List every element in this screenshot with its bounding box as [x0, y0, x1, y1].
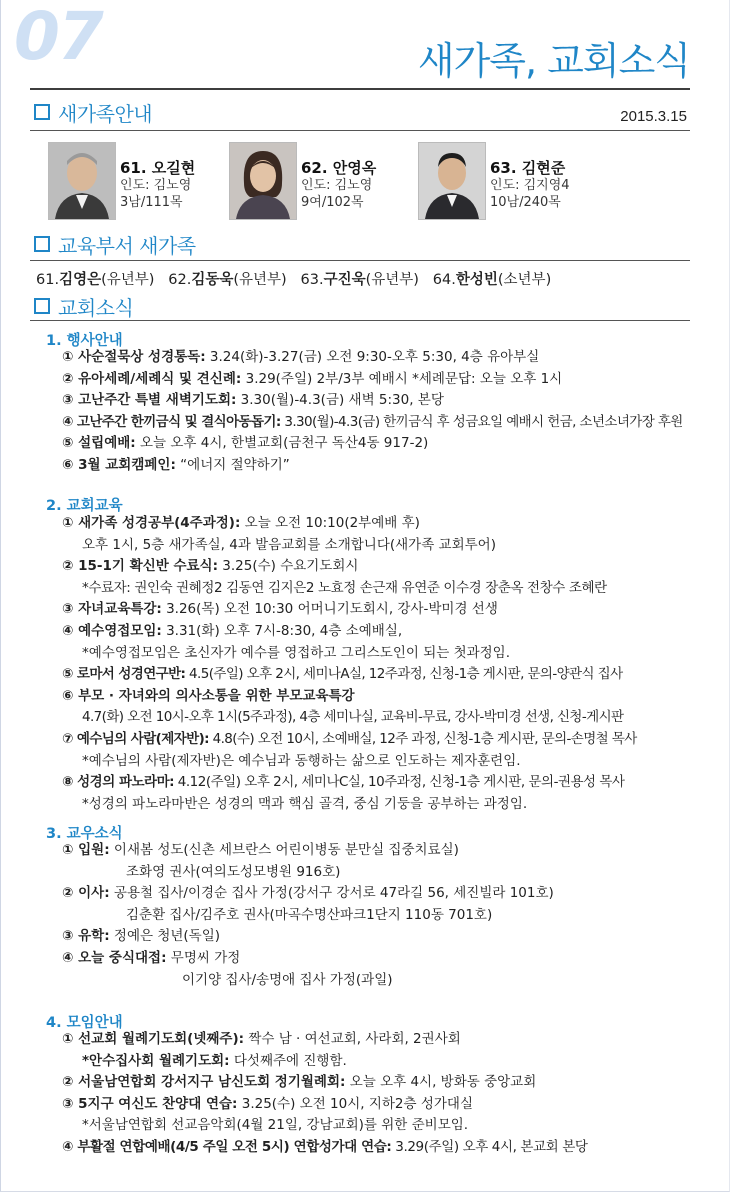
list-item: ④ 오늘 중식대접: 무명씨 가정 — [62, 949, 241, 966]
list-item: ① 새가족 성경공부(4주과정): 오늘 오전 10:10(2부예배 후) — [62, 515, 420, 531]
title-rule — [30, 88, 690, 90]
section-rule — [30, 260, 690, 261]
education-list — [62, 513, 700, 815]
list-item: ③ 고난주간 특별 새벽기도회: 3.30(월)-4.3(금) 새벽 5:30, 본당 — [62, 392, 444, 409]
page-number: 07 — [14, 0, 102, 75]
list-item: 이기양 집사/송명애 집사 가정(과일) — [182, 971, 393, 988]
list-item: *수료자: 권인숙 권혜정2 김동연 김지은2 노효정 손근재 유연준 이수경 장춘옥 전창수 조혜란 — [82, 579, 607, 596]
list-item: ③ 5지구 여신도 찬양대 연습: 3.25(수) 오전 10시, 지하2층 성가대실 — [62, 1095, 473, 1112]
education-new-members: 61.김영은(유년부) 62.김동욱(유년부) 63.구진욱(유년부) 64.한성빈(소년부) — [36, 272, 552, 288]
list-item: ④ 부활절 연합예배(4/5 주일 오전 5시) 연합성가대 연습: 3.29(주일) 오후 4시, 본교회 본당 — [62, 1138, 588, 1155]
list-item: ④ 예수영접모임: 3.31(화) 오후 7시-8:30, 4층 소예배실, — [62, 622, 403, 639]
member-guide: 인도: 김노영 — [301, 178, 373, 193]
section-heading-church-news: 교회소식 — [34, 292, 133, 321]
square-bullet-icon — [34, 104, 50, 120]
list-item: ⑤ 로마서 성경연구반: 4.5(주일) 오후 2시, 세미나A실, 12주과정, 신청-1층 게시판, 문의-양관식 집사 — [62, 666, 623, 683]
square-bullet-icon — [34, 236, 50, 252]
list-item: ① 사순절묵상 성경통독: 3.24(화)-3.27(금) 오전 9:30-오후 5:30, 4층 유아부실 — [62, 349, 540, 365]
list-item: 김춘환 집사/김주호 권사(마곡수명산파크1단지 110동 701호) — [126, 906, 493, 923]
list-item: ③ 자녀교육특강: 3.26(목) 오전 10:30 어머니기도회시, 강사-박미경 선생 — [62, 601, 498, 618]
list-item: ② 이사: 공용철 집사/이경순 집사 가정(강서구 강서로 47라길 56, 세진빌라 101호) — [62, 885, 554, 902]
member-family: 9여/102목 — [301, 195, 364, 210]
member-photo — [48, 142, 116, 220]
list-item: 조화영 권사(여의도성모병원 916호) — [126, 863, 341, 880]
meetings-list — [62, 1029, 700, 1159]
list-item: ② 15-1기 확신반 수료식: 3.25(수) 수요기도회시 — [62, 558, 359, 575]
list-item: ④ 고난주간 한끼금식 및 결식아동돕기: 3.30(월)-4.3(금) 한끼금식 후 성금요일 예배시 헌금, 소년소녀가장 후원 — [62, 413, 683, 430]
events-list — [62, 347, 700, 477]
member-guide: 인도: 김노영 — [120, 178, 192, 193]
member-news-list — [62, 840, 700, 991]
member-guide: 인도: 김지영4 — [490, 178, 570, 193]
member-name: 63. 김현준 — [490, 159, 566, 177]
list-item: 오후 1시, 5층 새가족실, 4과 발음교회를 소개합니다(새가족 교회투어) — [82, 536, 496, 553]
bulletin-date: 2015.3.15 — [620, 108, 687, 125]
list-item: ⑥ 부모 · 자녀와의 의사소통을 위한 부모교육특강 — [62, 687, 355, 704]
subsection-title-member-news: 3. 교우소식 — [46, 826, 123, 842]
list-item: ① 선교회 월례기도회(넷째주): 짝수 남 · 여선교회, 사라회, 2권사회 — [62, 1031, 461, 1047]
section-rule — [30, 320, 690, 321]
list-item: *예수영접모임은 초신자가 예수를 영접하고 그리스도인이 되는 첫과정임. — [82, 644, 511, 661]
list-item: *성경의 파노라마반은 성경의 맥과 핵심 골격, 중심 기둥을 공부하는 과정임. — [82, 795, 528, 812]
section-heading-education: 교육부서 새가족 — [34, 230, 196, 259]
list-item: 4.7(화) 오전 10시-오후 1시(5주과정), 4층 세미나실, 교육비-무료, 강사-박미경 선생, 신청-게시판 — [82, 709, 624, 726]
list-item: *서울남연합회 선교음악회(4월 21일, 강남교회)를 위한 준비모임. — [82, 1117, 469, 1134]
member-photo — [418, 142, 486, 220]
list-item: ⑥ 3월 교회캠페인: “에너지 절약하기” — [62, 456, 290, 473]
list-item: ② 서울남연합회 강서지구 남신도회 정기월례회: 오늘 오후 4시, 방화동 중앙교회 — [62, 1074, 537, 1091]
square-bullet-icon — [34, 298, 50, 314]
member-name: 61. 오길현 — [120, 159, 196, 177]
list-item: *안수집사회 월례기도회: 다섯째주에 진행함. — [82, 1052, 347, 1069]
section-heading-new-family: 새가족안내 — [34, 98, 152, 127]
list-item: ⑧ 성경의 파노라마: 4.12(주일) 오후 2시, 세미나C실, 10주과정, 신청-1층 게시판, 문의-권용성 목사 — [62, 774, 625, 791]
subsection-title-meetings: 4. 모임안내 — [46, 1015, 123, 1031]
page-title: 새가족, 교회소식 — [417, 39, 690, 83]
list-item: ① 입원: 이새봄 성도(신촌 세브란스 어린이병동 분만실 집중치료실) — [62, 842, 459, 858]
list-item: ③ 유학: 정예은 청년(독일) — [62, 928, 221, 945]
member-name: 62. 안영옥 — [301, 159, 377, 177]
member-family: 10남/240목 — [490, 195, 561, 210]
subsection-title-education: 2. 교회교육 — [46, 498, 123, 514]
list-item: ⑦ 예수님의 사람(제자반): 4.8(수) 오전 10시, 소예배실, 12주 과정, 신청-1층 게시판, 문의-손명철 목사 — [62, 730, 637, 747]
member-photo — [229, 142, 297, 220]
subsection-title-events: 1. 행사안내 — [46, 333, 123, 349]
section-rule — [30, 130, 690, 131]
list-item: ② 유아세례/세례식 및 견신례: 3.29(주일) 2부/3부 예배시 *세례문답: 오늘 오후 1시 — [62, 370, 563, 387]
list-item: ⑤ 설립예배: 오늘 오후 4시, 한별교회(금천구 독산4동 917-2) — [62, 435, 429, 452]
member-family: 3남/111목 — [120, 195, 183, 210]
list-item: *예수님의 사람(제자반)은 예수님과 동행하는 삶으로 인도하는 제자훈련임. — [82, 752, 521, 769]
